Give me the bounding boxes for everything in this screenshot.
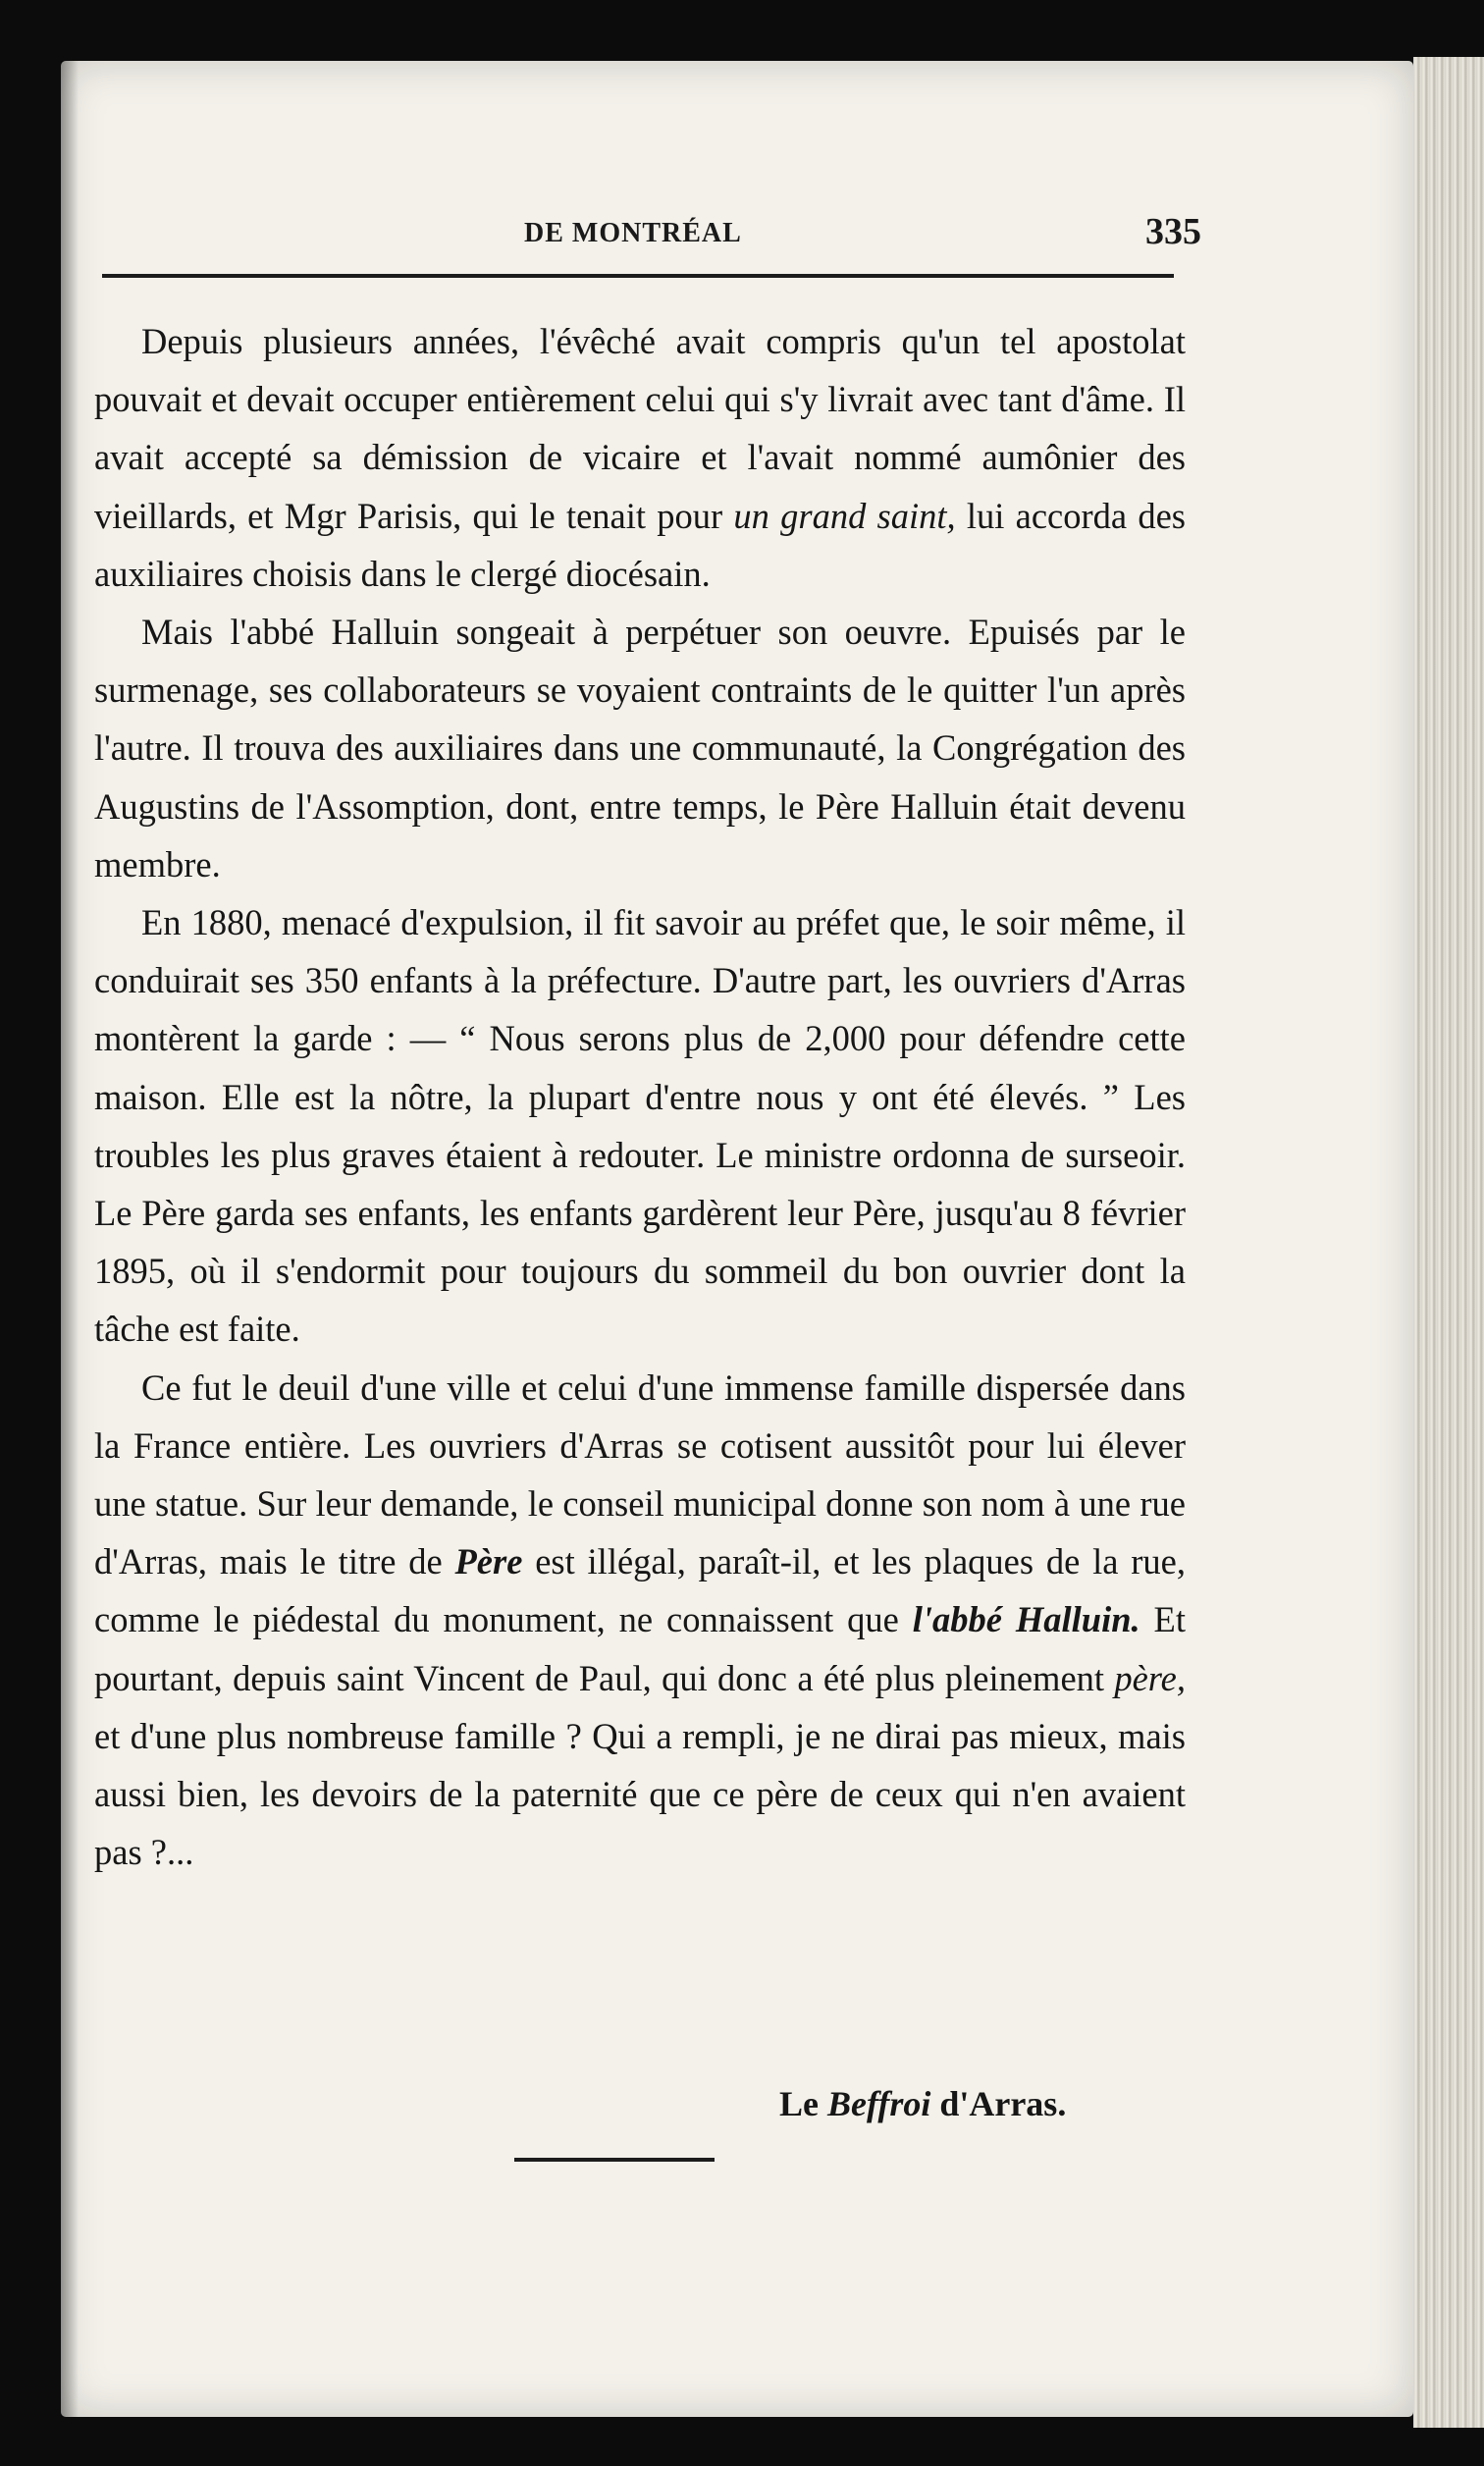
page-number: 335 [1145,211,1201,252]
paragraph [94,1359,1186,1882]
paragraph-text: lui accorda des auxiliaires choisis dans le clergé diocésain. [94,495,1186,594]
running-head: DE MONTRÉAL [524,218,742,248]
page-edges [1413,57,1484,2428]
italic-text: un grand saint, [733,495,956,536]
signature-prefix: Le [779,2084,827,2123]
bold-italic-text: Père [454,1541,523,1582]
paragraph [94,312,1186,603]
paragraph-text: Ce fut le deuil d'une ville et celui d'une immense famille dispersée dans la France entière. Les ouvriers d'Arras se cotisent aussitôt pour lui élever une statue. Sur leur demande, le conseil municipal donne son nom à une rue d'Arras, mais le titre de [94,1367,1186,1582]
bold-italic-text: l'abbé Halluin. [912,1599,1140,1640]
header-rule [102,274,1174,278]
signature [779,2083,1066,2124]
paragraph [94,893,1186,1359]
paragraph-text: Mais l'abbé Halluin songeait à perpétuer son oeuvre. Epuisés par le surmenage, ses collaborateurs se voyaient contraints de le quitter l'un après l'autre. Il trouva des auxiliaires dans une communauté, la Congrégation des Augustins de l'Assomption, dont, entre temps, le Père Halluin était devenu membre. [94,612,1186,885]
paragraph-text: En 1880, menacé d'expulsion, il fit savoir au préfet que, le soir même, il conduirait ses 350 enfants à la préfecture. D'autre part, les ouvriers d'Arras montèrent la garde : — “ Nous serons plus de 2,000 pour défendre cette maison. Elle est la nôtre, la plupart d'entre nous y ont été élevés. ” Les troubles les plus graves étaient à redouter. Le ministre ordonna de surseoir. Le Père garda ses enfants, les enfants gardèrent leur Père, jusqu'au 8 février 1895, où il s'endormit pour toujours du sommeil du bon ouvrier dont la tâche est faite. [94,902,1186,1350]
signature-suffix: d'Arras. [930,2084,1067,2123]
closing-rule [514,2158,715,2162]
signature-publication: Beffroi [827,2084,931,2123]
paragraph-text: Et pourtant, depuis saint Vincent de Paul, qui donc a été plus pleinement [94,1599,1186,1698]
paragraph-text: est illégal, paraît-il, et les plaques de la rue, comme le piédestal du monument, ne connaissent que [94,1541,1186,1640]
paragraph [94,603,1186,893]
paragraph-text: Depuis plusieurs années, l'évêché avait compris qu'un tel apostolat pouvait et devait occuper entièrement celui qui s'y livrait avec tant d'âme. Il avait accepté sa démission de vicaire et l'avait nommé aumônier des vieillards, et Mgr Parisis, qui le tenait pour [94,321,1186,536]
page-header [102,210,1201,269]
paragraph-text: et d'une plus nombreuse famille ? Qui a rempli, je ne dirai pas mieux, mais aussi bien, les devoirs de la paternité que ce père de ceux qui n'en avaient pas ?... [94,1715,1186,1873]
body-text [94,312,1186,1881]
italic-text: père, [1114,1657,1186,1698]
gutter-shadow [61,61,79,2417]
